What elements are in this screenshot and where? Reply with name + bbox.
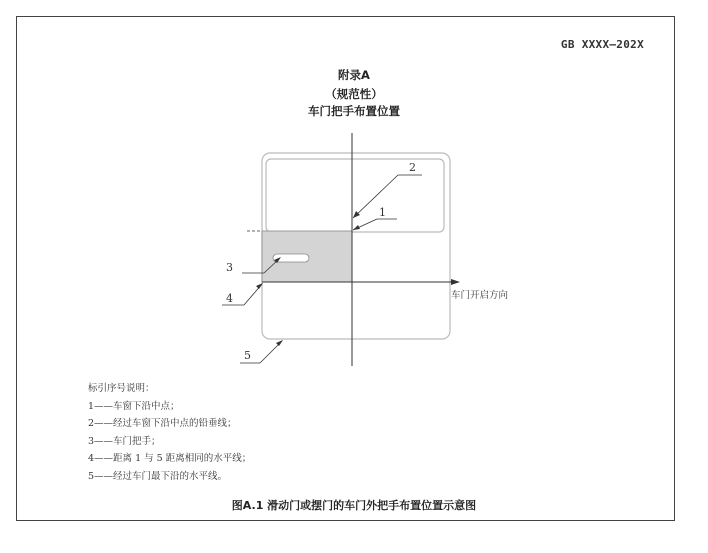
- legend-item: 4——距离 1 与 5 距离相同的水平线；: [88, 453, 252, 464]
- callout-4: 4: [226, 292, 233, 305]
- callout-3: 3: [226, 261, 233, 274]
- standard-code: GB XXXX—202X: [560, 38, 644, 51]
- window-outline: [266, 159, 444, 232]
- appendix-title: 附录A: [338, 68, 370, 82]
- leader-2: [353, 175, 398, 218]
- legend-item: 2——经过车窗下沿中点的铅垂线；: [88, 418, 237, 429]
- door-open-direction-label: 车门开启方向: [451, 290, 509, 301]
- callout-5: 5: [244, 349, 251, 362]
- appendix-type: （规范性）: [325, 87, 383, 101]
- callout-1: 1: [379, 206, 386, 219]
- legend: [88, 380, 251, 485]
- callout-2: 2: [409, 161, 416, 174]
- legend-item: 1——车窗下沿中点；: [88, 400, 180, 412]
- direction-arrowhead: [451, 279, 460, 285]
- figure-caption: 图A.1 滑动门或摆门的车门外把手布置位置示意图: [231, 499, 477, 512]
- legend-title: 标引序号说明：: [88, 383, 155, 394]
- legend-item: 3——车门把手；: [88, 435, 161, 447]
- legend-item: 5——经过车门最下沿的水平线。: [88, 470, 228, 482]
- section-title: 车门把手布置位置: [308, 104, 400, 118]
